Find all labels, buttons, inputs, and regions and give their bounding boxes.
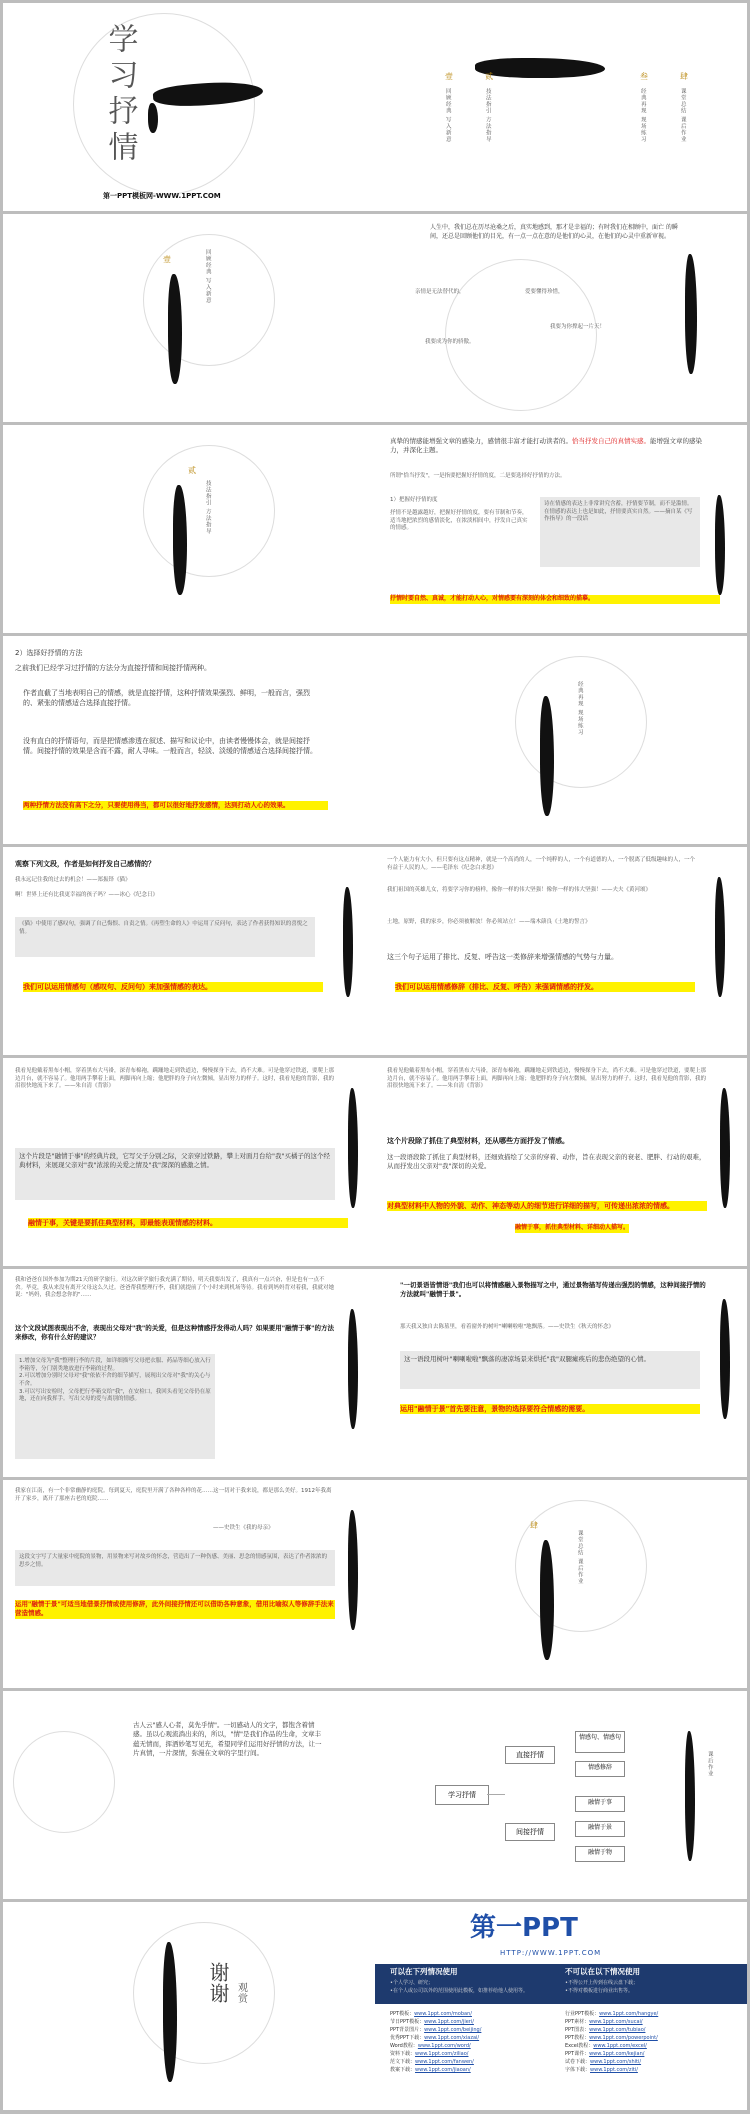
slide-10[interactable] [375, 847, 747, 1055]
resource-right-row [565, 2010, 735, 2018]
mind-branch-a: 直接抒情 [505, 1746, 555, 1764]
resource-left-row [390, 2034, 555, 2042]
highlight: 抒情时要自然、真诚，才能打动人心，对情感要有深刻的体会和细致的描摹。 [390, 595, 720, 604]
col-1-text: 回顾经典 写入新意 [444, 88, 451, 143]
resource-left-link[interactable]: www.1ppt.com/fanwen/ [415, 2059, 474, 2065]
ink-figure [343, 887, 353, 997]
slide-13[interactable] [3, 1269, 375, 1477]
resource-right-row [565, 2058, 735, 2066]
para-0: 之前我们已经学习过抒情的方法分为直接抒情和间接抒情两种。 [15, 664, 211, 672]
highlight: 我们可以运用情感修辞（排比、反复、呼告）来强调情感的抒发。 [395, 982, 695, 992]
section-side: 经典再现 现场练习 [576, 681, 583, 736]
heading: 这个文段试图表现出不舍，表现出父母对"我"的关爱，但是这种情感抒发得动人吗？如果要用"融情于事"的方法来修改，你有什么好的建议？ [15, 1324, 335, 1342]
intro-text-2: 能增强文章的感染力，并深化主题。 [390, 437, 702, 455]
ink-figure [720, 1299, 730, 1419]
para-1: 作者直截了当地表明自己的情感，就是直接抒情，这种抒情效果强烈、鲜明，一般而言，强烈的、紧张的情感适合选择直接抒情。 [23, 689, 310, 708]
highlight: 运用"融情于景"首先要注意，景物的选择要符合情感的需要。 [400, 1404, 700, 1414]
thanks: 谢谢 [206, 1962, 230, 2004]
heading-1: 1）把握好抒情的度 [390, 497, 438, 503]
para-3: 土地，原野，我的家乡，你必须被解放！你必须站立！——端木蕻良《土地的誓言》 [387, 919, 591, 925]
resource-left-label: 优秀PPT下载： [390, 2035, 425, 2041]
resource-right-label: PPT教程： [565, 2035, 590, 2041]
resource-right-link[interactable]: www.1ppt.com/excel/ [593, 2043, 647, 2049]
resource-right-label: PPT素材： [565, 2019, 590, 2025]
ink-brush-drop [148, 103, 158, 133]
thanks-sub: 观赏 [235, 1982, 247, 2004]
highlight-2: 即最能表现情感的材料。 [140, 1219, 217, 1227]
title: 学习抒情 [102, 23, 138, 167]
cannot-1: •不得公开上传到在线云盘下载； [565, 1980, 638, 1986]
resource-left-row [390, 2042, 555, 2050]
highlight-2: 融情于事，抓住典型材料、详细动人描写。 [515, 1224, 630, 1231]
resource-left-row [390, 2058, 555, 2066]
ink-figure [348, 1510, 358, 1630]
logo-url[interactable]: HTTP://WWW.1PPT.COM [500, 1949, 602, 1957]
slide-11[interactable] [3, 1058, 375, 1266]
suggestions-box [15, 1354, 215, 1459]
resource-right-link[interactable]: www.1ppt.com/ziti/ [590, 2067, 638, 2073]
col-4-text: 课堂总结 课后作业 [679, 88, 686, 143]
intro [390, 437, 710, 456]
resource-right-row [565, 2034, 735, 2042]
para-1: 一个人能力有大小，但只要有这点精神，就是一个高尚的人，一个纯粹的人，一个有道德的人，一个脱离了低级趣味的人，一个有益于人民的人。——毛泽东《纪念白求恩》 [387, 857, 696, 871]
logo: 第一PPT [470, 1913, 578, 1943]
mind-branch-b: 间接抒情 [505, 1823, 555, 1841]
slide-8[interactable] [375, 636, 747, 844]
source: ——史铁生《我的母亲》 [213, 1525, 274, 1531]
resource-left-label: Word教程： [390, 2043, 418, 2049]
cannot-title: 不可以在以下情况使用 [565, 1967, 640, 1976]
highlight-1: 对典型材料中人物的外貌、动作、神态等动人的细节进行详细的描写，可传递出浓浓的情感。 [387, 1201, 707, 1211]
resource-left-link[interactable]: www.1ppt.com/moban/ [414, 2011, 472, 2017]
analysis-box: 这段文字写了大量家中庭院的景物，用景物来写对故乡的怀念，营造出了一种伤感、美丽、思念的情感氛围，表达了作者浓浓的思乡之情。 [15, 1550, 335, 1586]
slide-3[interactable] [3, 214, 375, 422]
slide-1[interactable] [3, 3, 375, 211]
section-side: 技法指引 方法指导 [204, 480, 211, 535]
ink-figure [348, 1309, 358, 1429]
connector [487, 1794, 505, 1795]
slide-18[interactable] [375, 1691, 747, 1899]
can-1: •个人学习、研究； [390, 1980, 433, 1986]
line-1: 我永远记住我的过去的机会！——郑振铎《猫》 [15, 877, 131, 883]
resource-right-row [565, 2066, 735, 2074]
quote-1: 亲情是无法替代的， [415, 289, 465, 295]
ink-brush-stroke [475, 58, 605, 78]
resource-right-link[interactable]: www.1ppt.com/powerpoint/ [589, 2035, 658, 2041]
resource-right-link[interactable]: www.1ppt.com/hangye/ [599, 2011, 659, 2017]
decor-circle [13, 1731, 115, 1833]
col-3-text: 经典再现 现场练习 [639, 88, 646, 143]
para-1: 我家在江南，有一个非常幽静的庭院。每到夏天，庭院里开满了各种各样的花……这一切对于我来说，都是那么美好。1912年我离开了家乡，离开了那座古老的庭院…… [15, 1488, 332, 1502]
resource-right-link[interactable]: www.1ppt.com/shiti/ [590, 2059, 642, 2065]
resource-left-row [390, 2050, 555, 2058]
quote-3: 我要成为你的骄傲。 [425, 339, 475, 345]
section-num: 肆 [530, 1521, 538, 1530]
slide-9[interactable] [3, 847, 375, 1055]
line-2: 啊！世界上还有比我更幸福的孩子吗？——冰心《纪念日》 [15, 892, 159, 898]
resource-right-label: 字体下载： [565, 2067, 591, 2073]
highlight: 两种抒情方法没有高下之分，只要使用得当，都可以很好地抒发感情，达到打动人心的效果。 [23, 801, 328, 810]
can-2: •在个人或公司以外的范围使用此模板，如推荐给他人使用等。 [390, 1988, 528, 1994]
ink-figure [715, 495, 725, 595]
resource-left-link[interactable]: www.1ppt.com/jiaoan/ [415, 2067, 471, 2073]
slide-12[interactable] [375, 1058, 747, 1266]
resource-right-row [565, 2050, 735, 2058]
mind-root: 学习抒情 [435, 1785, 489, 1805]
ink-figure [715, 877, 725, 997]
suggestion-1: 1.增加父母为"我"整理行李的片段，如详细描写父母把衣服、药品等细心放入行李箱等，分门别类地放进行李箱的过程。 [19, 1358, 211, 1372]
para-1: 抒情不是越露越好，把握好抒情的度，要有节制和节奏，适当地把浓烈的感情淡化，在浓淡相间中，抒发自己真实的情感。 [390, 510, 528, 532]
mind-leaf-b2: 融情于景 [575, 1821, 625, 1837]
para-2: 没有直白的抒情语句，而是把情感渗透在叙述、描写和议论中，由读者慢慢体会，就是间接抒情。间接抒情的效果是含而不露，耐人寻味。一般而言，轻淡、淡缓的情感适合选择间接抒情。 [23, 737, 317, 756]
intro-text: 真挚的情感能增强文章的感染力，感情很丰富才能打动读者的。 [390, 437, 572, 445]
para-1: 我和爸爸在国外参加为期21天的研学旅行。对这次研学旅行我充满了期待，明天我要出发了，我真有一点兴奋，但是也有一点不舍。毕竟，我从来没有离开父母这么久过。爸爸帮我整理行李，我们就提前了个小时来到机场等待。我看到妈妈背对着我，我就对她说："妈妈，我会想念你的"…… [15, 1277, 335, 1299]
col-2-text: 技法指引 方法指导 [484, 88, 491, 143]
quote-4: 我要为你撑起一片天！ [550, 324, 606, 330]
slide-7[interactable] [3, 636, 375, 844]
ink-figure [720, 1088, 730, 1208]
section-num: 贰 [188, 466, 196, 475]
links-right [565, 2010, 735, 2074]
resource-left-label: 节日PPT模板： [390, 2019, 425, 2025]
highlight-1: 融情于事，关键是要抓住典型材料， [28, 1219, 140, 1227]
analysis-box: 这一语段用树叶"喇喇啦啦"飘落的凄凉场景来烘托"我"双腿瘫痪后的悲伤绝望的心情。 [400, 1351, 700, 1389]
analysis-box: 《猫》中使用了感叹句，强调了自己悔恨、自责之情。《再塑生命的人》中运用了反问句，表达了作者获得知识的喜悦之情。 [15, 917, 315, 957]
ink-figure [685, 1731, 695, 1861]
para-1: 我看见他戴着黑布小帽，穿着黑布大马褂，深青布棉袍，蹒跚地走到铁道边，慢慢探身下去，尚不大难。可是他穿过铁道，要爬上那边月台，就不容易了。他用两手攀着上面，两脚再向上缩；他肥胖的身子向左微倾，显出努力的样子。这时，我看见他的背影，我的泪很快地流下来了。——朱自清《背影》 [387, 1068, 707, 1090]
section-side: 课堂总结 课后作业 [576, 1530, 583, 1585]
resource-right-link[interactable]: www.1ppt.com/tubiao/ [589, 2027, 646, 2033]
slide-5[interactable] [3, 425, 375, 633]
resource-left-label: 范文下载： [390, 2059, 416, 2065]
para-1: 那天我又独自去陈墓里，看着窗外的树叶"喇喇啦啦"地飘落。——史铁生《秋天的怀念》 [400, 1324, 615, 1330]
section-side: 回顾经典 写入新意 [204, 249, 211, 304]
ink-figure [685, 254, 697, 374]
resource-right-label: 行业PPT模板： [565, 2011, 600, 2017]
slide-2[interactable] [375, 3, 747, 211]
resource-left-label: 资料下载： [390, 2051, 416, 2057]
para-1: 我看见他戴着黑布小帽，穿着黑布大马褂，深青布棉袍，蹒跚地走到铁道边，慢慢探身下去，尚不大难。可是他穿过铁道，要爬上那边月台，就不容易了。他用两手攀着上面，两脚再向上缩；他肥胖的身子向左微倾，显出努力的样子。这时，我看见他的背影，我的泪很快地流下来了。——朱自清《背影》 [15, 1068, 335, 1090]
slide-14[interactable] [375, 1269, 747, 1477]
quote-box: 诗在情感的表达上非常讲究含蓄，抒情要节制，而不是滥情。在情感的表达上也是如此，抒情要真实自然。——摘自某《写作指导》的一段话 [540, 497, 700, 567]
suggestion-2: 2.可以增加分别时父母对"我"依依不舍的细节描写，展现出父母对"我"的关心与不舍。 [19, 1373, 211, 1388]
highlight [28, 1218, 348, 1228]
highlight: 我们可以运用情感句（感叹句、反问句）来加强情感的表达。 [23, 982, 323, 992]
ink-figure [348, 1088, 358, 1208]
resource-right-label: PPT图表： [565, 2027, 590, 2033]
slide-4[interactable] [375, 214, 747, 422]
heading: "一切景语皆情语"我们也可以将情感融入景物描写之中，通过景物描写传递出强烈的情感，这种间接抒情的方法就叫"融情于景"。 [400, 1281, 706, 1299]
resource-left-link[interactable]: www.1ppt.com/word/ [417, 2043, 471, 2049]
resource-left-label: PPT模板： [390, 2011, 415, 2017]
resource-right-link[interactable]: www.1ppt.com/kejian/ [589, 2051, 645, 2057]
resource-left-link[interactable]: www.1ppt.com/jieri/ [424, 2019, 474, 2025]
links-left [390, 2010, 555, 2074]
para: 人生中，我们总在历尽沧桑之后，真实地感到，那才是幸福的；有时我们在相顾中，面亡 的瞬间，还总是回顾他们的目光，有一点一点在意的是他们的心灵，在他们的心灵中重新审视。 [430, 224, 678, 240]
resource-right-row [565, 2018, 735, 2026]
resource-left-label: 教案下载： [390, 2067, 416, 2073]
resource-left-link[interactable]: www.1ppt.com/xiazai/ [424, 2035, 480, 2041]
mind-leaf-a2: 情感修辞 [575, 1761, 625, 1777]
resource-right-label: 试卷下载： [565, 2059, 591, 2065]
resource-left-row [390, 2066, 555, 2074]
resource-left-row [390, 2018, 555, 2026]
decor-circle [445, 259, 597, 411]
mind-leaf-b1: 融情于事 [575, 1796, 625, 1812]
resource-left-link[interactable]: www.1ppt.com/ziliao/ [415, 2051, 469, 2057]
section-side: 课后作业 [706, 1751, 713, 1777]
resource-left-label: PPT背景图片： [390, 2027, 425, 2033]
intro-red: 恰当抒发自己的真情实感。 [572, 437, 650, 445]
col-2-num: 贰 [485, 72, 493, 81]
quote-2: 爱要懂得珍惜， [525, 289, 564, 295]
suggestion-3: 3.可以写出安检时，父母把行李箱交给"我"，在安检口，我回头看见父母仍在原地，还在向我挥手。写出父母的爱与离别的情感。 [19, 1388, 211, 1403]
resource-right-row [565, 2026, 735, 2034]
cannot-2: •不得对模板进行商业出售等。 [565, 1988, 633, 1994]
resource-right-label: PPT课件： [565, 2051, 590, 2057]
heading: 观察下列文段，作者是如何抒发自己感情的？ [15, 860, 155, 868]
question: 所谓"恰当抒发"，一是指要把握好抒情的度，二是要选择好抒情的方法。 [390, 473, 566, 479]
summary-poem: 古人云"感人心者，莫先乎情"。一切感动人的文字，都饱含着情感。虽以心观流淌出来的，所以，"情"是我们作品的生命，文章丰蕴无情而，挥洒妙笔写见充，希望同学们运用好抒情的方法，让一片真情，一片深情，弥漫在文章的字里行间。 [133, 1721, 322, 1758]
resource-right-label: Excel教程： [565, 2043, 594, 2049]
slide-19[interactable] [3, 1902, 375, 2110]
heading: 2）选择好抒情的方法 [15, 649, 83, 657]
can-title: 可以在下列情况使用 [390, 1967, 458, 1976]
resource-left-row [390, 2010, 555, 2018]
para-2: 这一段语段除了抓住了典型材料，还细致描绘了父亲的穿着、动作，旨在表现父亲的衰老、肥胖、行动的艰难，从而抒发出父亲对"我"深切的关爱。 [387, 1153, 706, 1171]
mind-leaf-b3: 融情于物 [575, 1846, 625, 1862]
slide-16[interactable] [375, 1480, 747, 1688]
slide-20[interactable] [375, 1902, 747, 2110]
resource-left-link[interactable]: www.1ppt.com/beijing/ [424, 2027, 482, 2033]
slide-6[interactable] [375, 425, 747, 633]
highlight: 运用"融情于景"可适当地借景抒情或使用修辞，此外间接抒情还可以借助各种意象，借用比喻拟人等修辞手法来营造情感。 [15, 1600, 334, 1618]
resource-right-link[interactable]: www.1ppt.com/sucai/ [589, 2019, 643, 2025]
footer: 第一PPT模板网-WWW.1PPT.COM [103, 192, 221, 200]
slide-17[interactable] [3, 1691, 375, 1899]
mind-leaf-a1: 情感句、情感句 [575, 1731, 625, 1753]
resource-left-row [390, 2026, 555, 2034]
col-3-num: 叁 [640, 72, 648, 81]
col-4-num: 肆 [680, 72, 688, 81]
para-2: 我们祖国的英雄儿女，将要学习你的榜样，像你一样的伟大坚强！像你一样的伟大坚强！——夫夫《黄河颂》 [387, 887, 652, 893]
section-num: 壹 [163, 255, 171, 264]
analysis-box: 这个片段是"融情于事"的经典片段，它写父子分别之际，父亲穿过铁路，攀上对面月台给"我"买橘子的这个经典材料，来展现父亲对"我"浓浓的关爱之情及"我"深深的感激之情。 [15, 1148, 335, 1200]
heading: 这个片段除了抓住了典型材料，还从哪些方面抒发了情感。 [387, 1137, 569, 1145]
col-1-num: 壹 [445, 72, 453, 81]
slide-15[interactable] [3, 1480, 375, 1688]
summary: 这三个句子运用了排比、反复、呼告这一类修辞来增强情感的气势与力量。 [387, 953, 618, 961]
resource-right-row [565, 2042, 735, 2050]
